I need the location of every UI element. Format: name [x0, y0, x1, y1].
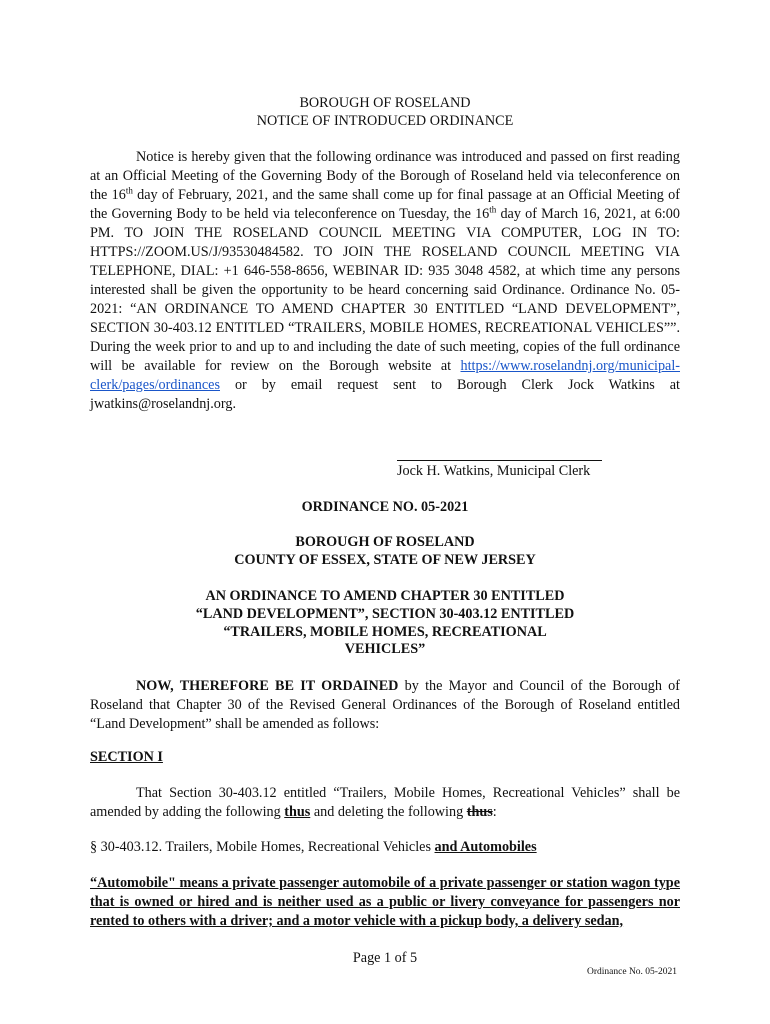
ordinances-link[interactable]: https://www.roselandnj.org/municipal-clerk/pages/ordinances — [90, 358, 680, 393]
notice-text-part4: or by email request sent to Borough Clerk Jock Watkins at jwatkins@roselandnj.org. — [90, 377, 680, 412]
ordinance-title-line1: AN ORDINANCE TO AMEND CHAPTER 30 ENTITLED — [205, 588, 565, 604]
subsection-heading — [90, 839, 537, 856]
section-mid-text: and deleting the following — [310, 804, 467, 820]
section-end-text: : — [492, 804, 497, 820]
subsection-added-text: and Automobiles — [434, 839, 537, 855]
notice-text-part1: Notice is hereby given that the following ordinance was introduced and passed on first reading at an Official Meeting of the Governing Body of the Borough of Roseland held via teleconference on the 16 — [90, 149, 680, 203]
automobile-definition: “Automobile" means a private passenger automobile of a private passenger or station wagon type that is owned or hired and is neither used as a public or livery conveyance for passengers nor rented to others with a driver; and a motor vehicle with a pickup body, a delivery sedan, — [90, 875, 680, 929]
footer-ordinance-number: Ordinance No. 05-2021 — [587, 967, 677, 977]
section-paragraph — [90, 784, 680, 822]
notice-heading-borough: BOROUGH OF ROSELAND — [299, 95, 471, 111]
notice-heading-title: NOTICE OF INTRODUCED ORDINANCE — [256, 113, 514, 129]
subsection-text: § 30-403.12. Trailers, Mobile Homes, Recreational Vehicles — [90, 839, 435, 855]
notice-superscript-2: th — [489, 204, 497, 215]
notice-superscript-1: th — [125, 185, 133, 196]
ordained-bold-text: NOW, THEREFORE BE IT ORDAINED — [136, 678, 399, 694]
page-number: Page 1 of 5 — [352, 950, 418, 966]
section-heading: SECTION I — [90, 749, 163, 765]
signature-line — [397, 460, 602, 461]
ordained-rest-text: by the Mayor and Council of the Borough of Roseland that Chapter 30 of the Revised General Ordinances of the Borough of Roseland entitled “Land Development” shall be amended as follows: — [90, 678, 680, 732]
thus-added: thus — [284, 804, 311, 820]
ordained-paragraph — [90, 677, 680, 734]
section-text: That Section 30-403.12 entitled “Trailers, Mobile Homes, Recreational Vehicles” shall be amended by adding the following — [90, 785, 680, 820]
notice-text-part2: day of February, 2021, and the same shall come up for final passage at an Official Meeting of the Governing Body to be held via teleconference on Tuesday, the 16 — [90, 187, 680, 222]
notice-paragraph — [90, 148, 680, 414]
ordinance-number: ORDINANCE NO. 05-2021 — [301, 499, 469, 515]
thus-deleted: thus — [466, 804, 493, 820]
ordinance-title-line4: VEHICLES” — [344, 641, 426, 657]
ordinance-county: COUNTY OF ESSEX, STATE OF NEW JERSEY — [234, 552, 536, 568]
notice-text-part3: day of March 16, 2021, at 6:00 PM. TO JOIN THE ROSELAND COUNCIL MEETING VIA COMPUTER, LOG IN TO: HTTPS://ZOOM.US/J/93530484582. TO JOIN THE ROSELAND COUNCIL MEETING VIA TELEPHONE, DIAL: +1 646-558-8656, WEBINAR ID: 935 3048 4582, at which time any persons interested shall be given the opportunity to be heard concerning said Ordinance. Ordinance No. 05-2021: “AN ORDINANCE TO AMEND CHAPTER 30 ENTITLED “LAND DEVELOPMENT”, SECTION 30-403.12 ENTITLED “TRAILERS, MOBILE HOMES, RECREATIONAL VEHICLES””. During the week prior to and up to and including the date of such meeting, copies of the full ordinance will be available for review on the Borough website at — [90, 206, 680, 374]
clerk-signature: Jock H. Watkins, Municipal Clerk — [397, 463, 591, 479]
ordinance-borough: BOROUGH OF ROSELAND — [295, 534, 475, 550]
ordinance-title-line2: “LAND DEVELOPMENT”, SECTION 30-403.12 ENTITLED — [195, 606, 575, 622]
ordinance-title-line3: “TRAILERS, MOBILE HOMES, RECREATIONAL — [223, 624, 547, 640]
